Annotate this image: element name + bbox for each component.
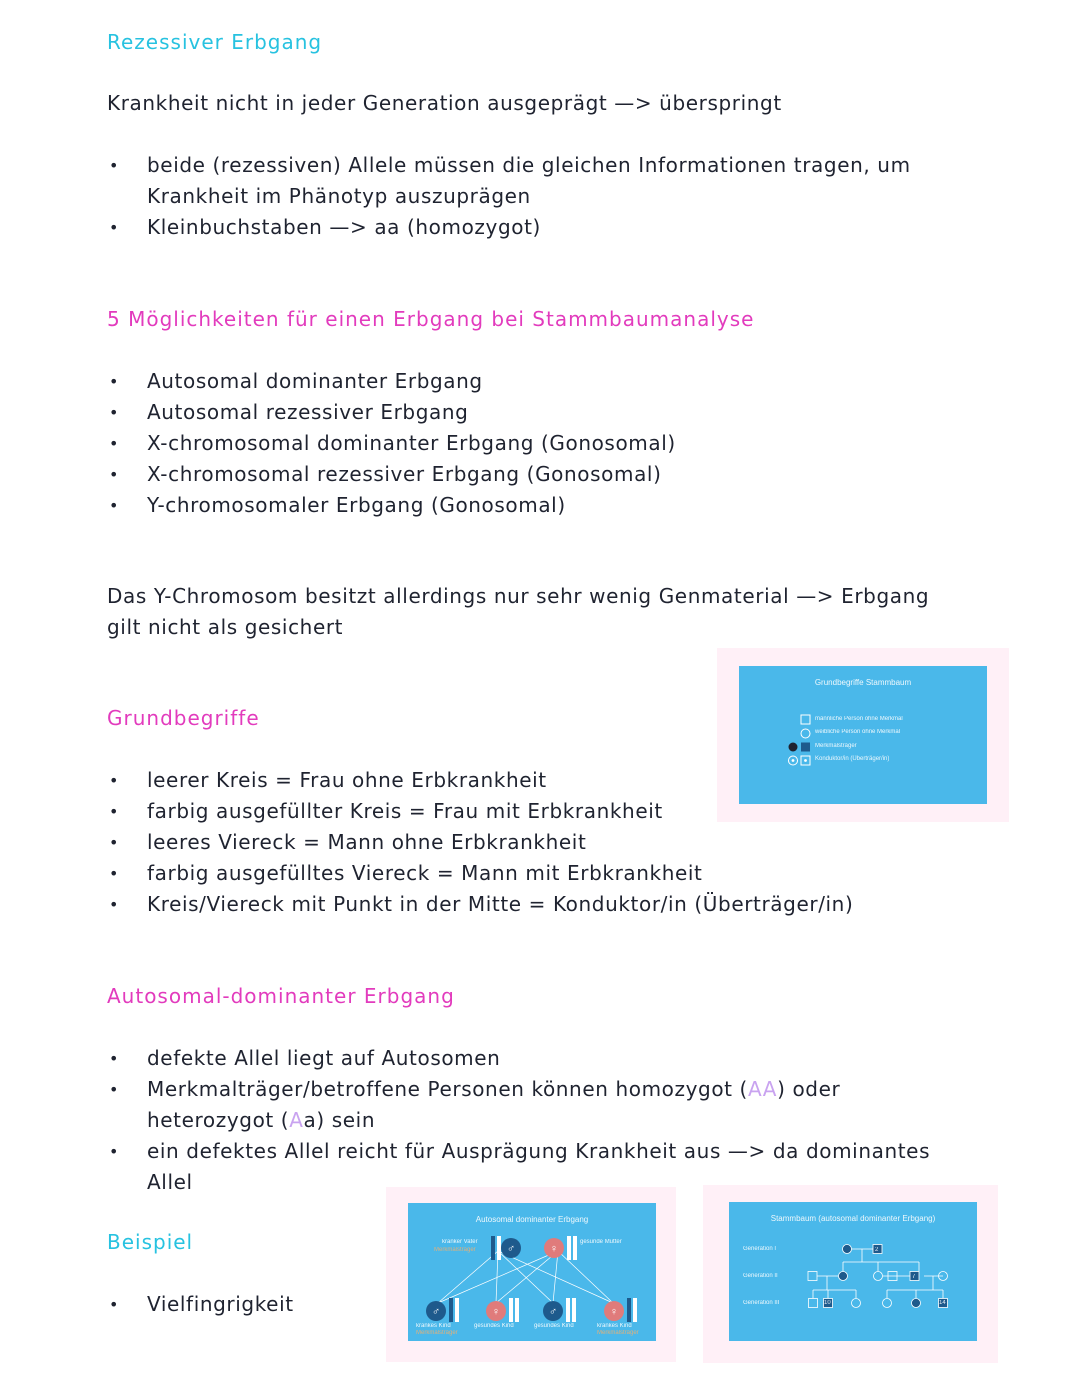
text-segment: Merkmalträger/betroffene Personen können homozygot (: [147, 1077, 748, 1101]
mother-label: gesunde Mutter: [580, 1239, 622, 1245]
list-item: • Vielfingrigkeit: [107, 1289, 294, 1320]
slide-title: Grundbegriffe Stammbaum: [814, 678, 912, 687]
mother-icon: [544, 1236, 577, 1260]
y-chromosom-note: Das Y-Chromosom besitzt allerdings nur sehr wenig Genmaterial —> Erbgang gilt nicht als gesichert: [107, 584, 930, 639]
child-icon: [604, 1298, 637, 1322]
rezessiv-list: [107, 150, 967, 243]
list-item: • leeres Viereck = Mann ohne Erbkrankheit: [107, 827, 987, 858]
pedigree-symbols-icon: [786, 713, 816, 773]
list-item: • leerer Kreis = Frau ohne Erbkrankheit: [107, 765, 987, 796]
list-item: • beide (rezessiven) Allele müssen die gleichen Informationen tragen, um Krankheit im Phänotyp auszuprägen: [107, 150, 927, 212]
text-segment: a) sein: [303, 1108, 376, 1132]
list-item: • Y-chromosomaler Erbgang (Gonosomal): [107, 490, 967, 521]
svg-text:♂: ♂: [506, 1243, 516, 1255]
list-item: • Autosomal rezessiver Erbgang: [107, 397, 967, 428]
legend-label: männliche Person ohne Merkmal: [815, 716, 903, 722]
father-label: kranker Vater: [442, 1239, 478, 1245]
list-item: • defekte Allel liegt auf Autosomen: [107, 1043, 977, 1074]
child-label: krankes Kind: [597, 1323, 632, 1329]
list-item: [107, 1074, 907, 1136]
slide-stammbaum: [729, 1202, 977, 1341]
slide-card-erbgang: [386, 1187, 676, 1362]
slide-autosomal-dominanter-erbgang: [408, 1203, 656, 1341]
child-icon: [426, 1298, 459, 1322]
list-item: • X-chromosomal rezessiver Erbgang (Gonosomal): [107, 459, 967, 490]
slide-card-stammbaum: [703, 1185, 998, 1363]
individual-number: 7: [912, 1274, 916, 1280]
svg-text:♀: ♀: [491, 1306, 501, 1318]
child-label: krankes Kind: [416, 1323, 451, 1329]
slide-title: Autosomal dominanter Erbgang: [475, 1215, 589, 1224]
svg-text:♀: ♀: [549, 1243, 559, 1255]
child-icon: [486, 1298, 519, 1322]
moeglichkeiten-list: [107, 366, 967, 521]
individual-number: 10: [824, 1300, 831, 1306]
list-item: • Kleinbuchstaben —> aa (homozygot): [107, 212, 967, 243]
individual-number: 14: [939, 1300, 946, 1306]
heading-rezessiver-erbgang: Rezessiver Erbgang: [107, 30, 323, 54]
heading-grundbegriffe: Grundbegriffe: [107, 706, 260, 730]
legend-label: Konduktor/in (Überträger/in): [815, 756, 890, 762]
allele-highlight: A: [289, 1108, 304, 1132]
legend-label: weibliche Person ohne Merkmal: [815, 729, 901, 735]
beispiel-list: [107, 1289, 294, 1320]
list-item: • Autosomal dominanter Erbgang: [107, 366, 967, 397]
slide-card-grundbegriffe: [717, 648, 1009, 822]
individual-number: 2: [875, 1247, 879, 1253]
generation-label: Generation III: [743, 1300, 780, 1306]
child-icon: [543, 1298, 576, 1322]
list-item: • farbig ausgefüllter Kreis = Frau mit Erbkrankheit: [107, 796, 987, 827]
inheritance-diagram: [408, 1203, 656, 1341]
rezessiv-intro: Krankheit nicht in jeder Generation ausgeprägt —> überspringt: [107, 91, 782, 115]
heading-autosomal-dominant: Autosomal-dominanter Erbgang: [107, 984, 455, 1008]
slide-grundbegriffe-stammbaum: [739, 666, 987, 804]
list-item: • farbig ausgefülltes Viereck = Mann mit Erbkrankheit: [107, 858, 987, 889]
svg-text:♀: ♀: [609, 1306, 619, 1318]
legend-label: Merkmalsträger: [815, 743, 857, 749]
generation-label: Generation I: [743, 1246, 777, 1252]
heading-beispiel: Beispiel: [107, 1230, 194, 1254]
child-sublabel: Merkmalsträger: [597, 1330, 639, 1336]
pedigree-tree: [729, 1202, 977, 1341]
child-label: gesundes Kind: [534, 1323, 574, 1329]
generation-label: Generation II: [743, 1273, 778, 1279]
heading-moeglichkeiten: 5 Möglichkeiten für einen Erbgang bei Stammbaumanalyse: [107, 307, 755, 331]
svg-text:♂: ♂: [431, 1306, 441, 1318]
slide-title: Stammbaum (autosomal dominanter Erbgang): [770, 1214, 936, 1223]
autosomal-dominant-list: [107, 1043, 977, 1198]
father-sublabel: Merkmalsträger: [434, 1247, 476, 1253]
list-item: • ein defektes Allel reicht für Ausprägung Krankheit aus —> da dominantes Allel: [107, 1136, 977, 1198]
child-label: gesundes Kind: [474, 1323, 514, 1329]
svg-text:♂: ♂: [548, 1306, 558, 1318]
text-segment: ) oder heterozygot (: [147, 1077, 841, 1132]
allele-highlight: AA: [747, 1077, 778, 1101]
father-icon: [491, 1236, 521, 1260]
child-sublabel: Merkmalsträger: [416, 1330, 458, 1336]
list-item: • X-chromosomal dominanter Erbgang (Gonosomal): [107, 428, 967, 459]
list-item: • Kreis/Viereck mit Punkt in der Mitte = Konduktor/in (Überträger/in): [107, 889, 987, 920]
